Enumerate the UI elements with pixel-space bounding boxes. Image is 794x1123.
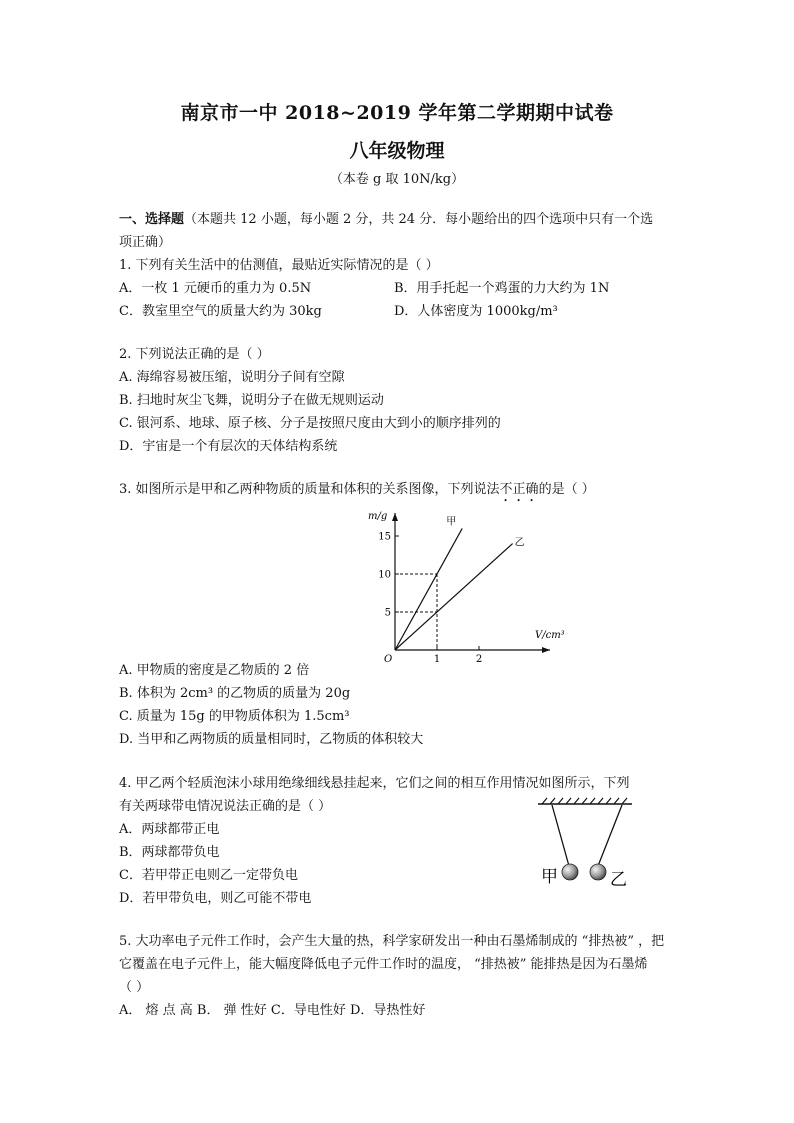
q4-stem-1: 4. 甲乙两个轻质泡沫小球用绝缘细线悬挂起来，它们之间的相互作用情况如图所示，下列	[119, 776, 630, 791]
series-line-1	[395, 528, 462, 650]
q4-option-b: B．两球都带负电	[119, 845, 220, 860]
mass-volume-chart	[360, 505, 570, 665]
ceiling-hatching	[542, 798, 627, 804]
q1-option-c: C．教室里空气的质量大约为 30kg	[119, 304, 322, 319]
x-axis-arrow	[542, 647, 550, 653]
x-axis-label: V/cm³	[535, 630, 565, 641]
q2-option-c: C. 银河系、地球、原子核、分子是按照尺度由大到小的顺序排列的	[119, 416, 501, 431]
q2-option-a: A. 海绵容易被压缩，说明分子间有空隙	[119, 370, 345, 385]
q5-stem-3: （ ）	[119, 980, 150, 995]
q3-stem-post: 的是（ ）	[538, 482, 595, 497]
section-desc-cont: 项正确）	[119, 235, 172, 250]
x-tick-label: 1	[433, 654, 441, 665]
q1-option-b: B．用手托起一个鸡蛋的力大约为 1N	[394, 281, 610, 296]
q2-stem: 2. 下列说法正确的是（ ）	[119, 347, 270, 362]
ball-label-left: 甲	[541, 867, 558, 887]
q3-stem-emphasis: 不正确	[499, 482, 539, 497]
q3-option-a: A. 甲物质的密度是乙物质的 2 倍	[119, 663, 310, 678]
q2-option-b: B. 扫地时灰尘飞舞，说明分子在做无规则运动	[119, 393, 384, 408]
section-heading-line	[119, 210, 653, 230]
exam-note: （本卷 g 取 10N/kg）	[329, 172, 465, 187]
y-tick-label: 10	[378, 569, 391, 581]
q5-stem-1: 5. 大功率电子元件工作时，会产生大量的热，科学家研发出一种由石墨烯制成的 “排热被” ，把	[119, 934, 665, 949]
series-label-1: 甲	[446, 516, 457, 528]
q3-option-c: C. 质量为 15g 的甲物质体积为 1.5cm³	[119, 709, 350, 724]
series-line-2	[395, 544, 513, 650]
ball-right	[590, 864, 606, 880]
y-axis-arrow	[392, 513, 398, 521]
q3-stem	[119, 480, 595, 505]
ball-label-right: 乙	[610, 870, 627, 890]
ball-left	[562, 864, 578, 880]
q5-stem-2: 它覆盖在电子元件上，能大幅度降低电子元件工作时的温度， “排热被” 能排热是因为石墨烯	[119, 957, 648, 972]
section-desc: （本题共 12 小题，每小题 2 分，共 24 分．每小题给出的四个选项中只有一个选	[184, 212, 654, 227]
exam-subject: 八年级物理	[349, 140, 445, 162]
q1-option-d: D．人体密度为 1000kg/m³	[394, 304, 558, 319]
hanging-balls-figure	[532, 796, 637, 891]
q3-option-d: D. 当甲和乙两物质的质量相同时，乙物质的体积较大	[119, 732, 424, 747]
q3-stem-pre: 3. 如图所示是甲和乙两种物质的质量和体积的关系图像，下列说法	[119, 482, 500, 497]
q4-stem-2: 有关两球带电情况说法正确的是（ ）	[119, 799, 332, 814]
q4-option-a: A．两球都带正电	[119, 822, 220, 837]
q4-option-d: D．若甲带负电，则乙可能不带电	[119, 891, 312, 906]
exam-title: 南京市一中 2018~2019 学年第二学期期中试卷	[180, 102, 614, 124]
thread-left	[552, 805, 569, 866]
series-label-2: 乙	[514, 537, 525, 549]
y-tick-label: 15	[378, 531, 391, 543]
q5-options: A． 熔 点 高 B． 弹 性好 C．导电性好 D．导热性好	[119, 1003, 426, 1018]
q1-stem: 1. 下列有关生活中的估测值，最贴近实际情况的是（ ）	[119, 258, 439, 273]
q3-option-b: B. 体积为 2cm³ 的乙物质的质量为 20g	[119, 686, 351, 701]
y-axis-label: m/g	[368, 511, 388, 522]
x-tick-label: 2	[475, 654, 483, 665]
q4-option-c: C．若甲带正电则乙一定带负电	[119, 868, 298, 883]
q1-option-a: A．一枚 1 元硬币的重力为 0.5N	[119, 281, 312, 296]
thread-right	[598, 805, 622, 866]
q2-option-d: D．宇宙是一个有层次的天体结构系统	[119, 439, 338, 454]
section-heading: 一、选择题	[119, 212, 185, 227]
origin-label: O	[384, 654, 393, 665]
y-tick-label: 5	[384, 607, 391, 619]
